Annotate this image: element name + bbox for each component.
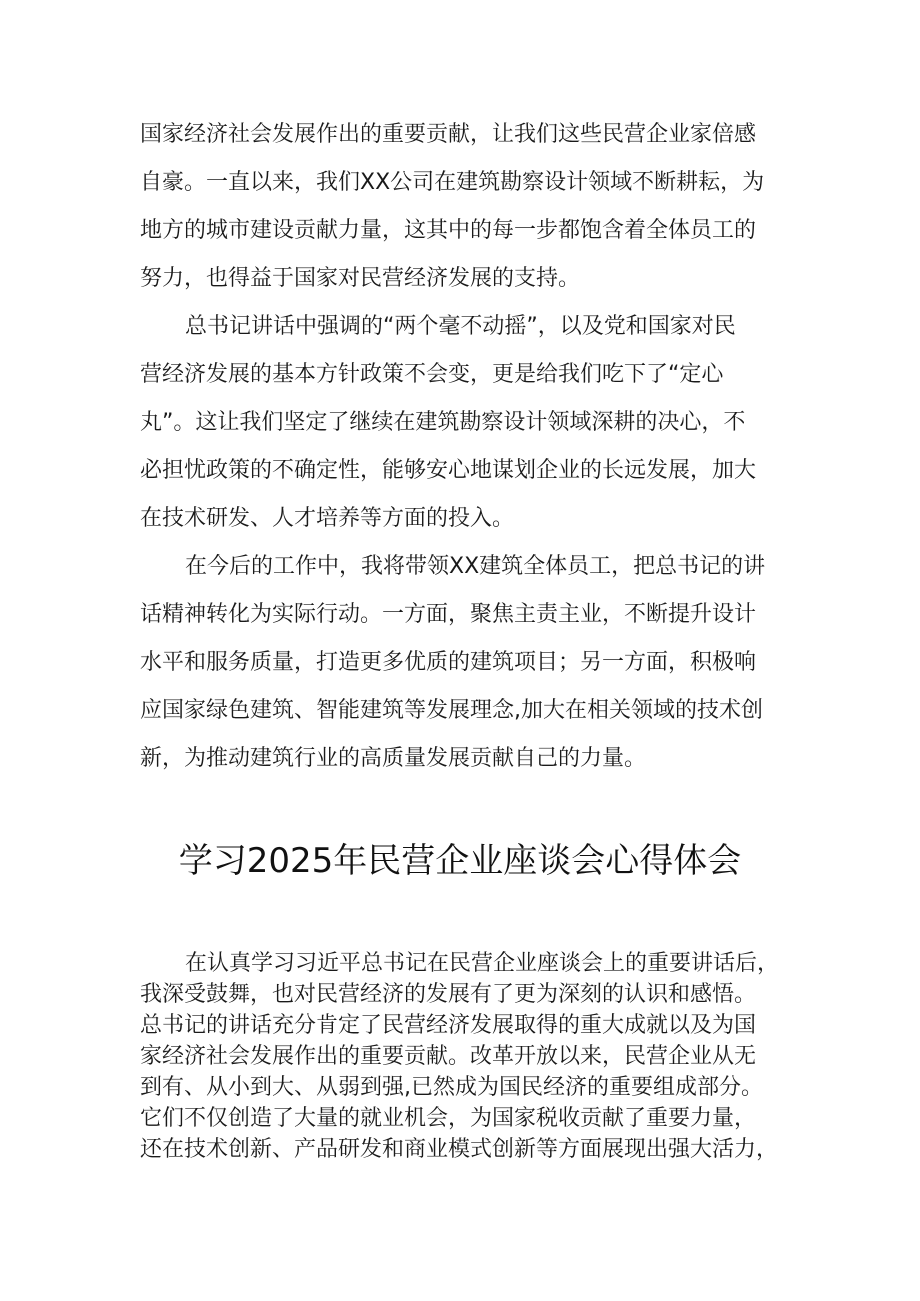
text-line: 它们不仅创造了大量的就业机会，为国家税收贡献了重要力量， [140,1106,757,1131]
text-line: 到有、从小到大、从弱到强,已然成为国民经济的重要组成部分。 [140,1075,763,1100]
text-line: 必担忧政策的不确定性，能够安心地谋划企业的长远发展，加大 [140,458,757,483]
text-line: 话精神转化为实际行动。一方面，聚焦主责主业，不断提升设计 [140,602,757,627]
text-line: 自豪。一直以来，我们XX公司在建筑勘察设计领域不断耕耘，为 [140,170,765,195]
text-line: 总书记的讲话充分肯定了民营经济发展取得的重大成就以及为国 [140,1013,757,1038]
text-line: 总书记讲话中强调的“两个毫不动摇”，以及党和国家对民 [185,314,736,339]
text-line: 地方的城市建设贡献力量，这其中的每一步都饱含着全体员工的 [140,218,757,243]
text-line: 在技术研发、人才培养等方面的投入。 [140,506,515,531]
text-line: 国家经济社会发展作出的重要贡献，让我们这些民营企业家倍感 [140,122,757,147]
document-title: 学习2025年民营企业座谈会心得体会 [178,841,742,881]
text-line: 水平和服务质量，打造更多优质的建筑项目；另一方面，积极响 [140,650,757,675]
text-line: 努力，也得益于国家对民营经济发展的支持。 [140,266,581,291]
text-line: 还在技术创新、产品研发和商业模式创新等方面展现出强大活力， [140,1137,779,1162]
text-line: 新，为推动建筑行业的高质量发展贡献自己的力量。 [140,746,647,771]
text-line: 营经济发展的基本方针政策不会变，更是给我们吃下了“定心 [140,362,724,387]
text-line: 在认真学习习近平总书记在民营企业座谈会上的重要讲话后， [185,951,780,976]
text-line: 在今后的工作中，我将带领XX建筑全体员工，把总书记的讲 [185,554,766,579]
text-line: 丸”。这让我们坚定了继续在建筑勘察设计领域深耕的决心，不 [140,410,746,435]
text-line: 应国家绿色建筑、智能建筑等发展理念,加大在相关领域的技术创 [140,698,763,723]
text-line: 家经济社会发展作出的重要贡献。改革开放以来，民营企业从无 [140,1044,757,1069]
text-line: 我深受鼓舞，也对民营经济的发展有了更为深刻的认识和感悟。 [140,982,757,1007]
